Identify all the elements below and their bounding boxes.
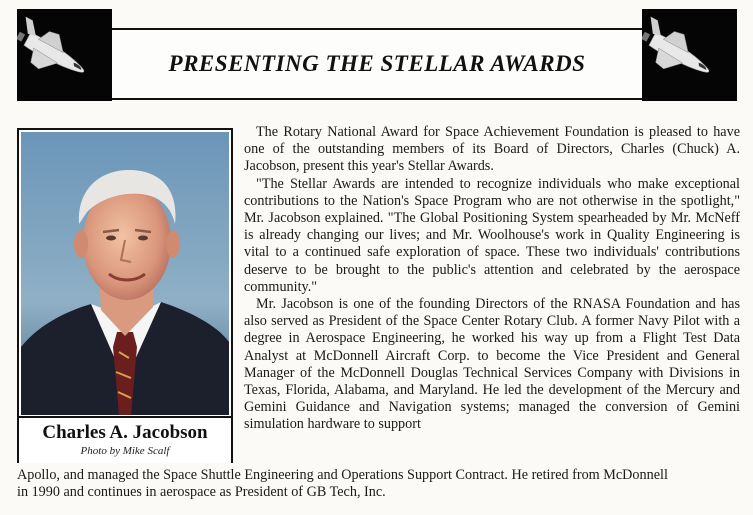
- portrait-frame: [17, 128, 233, 463]
- title-bar: [112, 28, 642, 100]
- article-continuation: [17, 467, 740, 501]
- article-paragraph: The Rotary National Award for Space Achievement Foundation is pleased to have one of the outstanding members of its Board of Directors, Charles (Chuck) A. Jacobson, present this year's Stellar Awards.: [244, 124, 740, 175]
- space-shuttle-icon: [17, 9, 112, 101]
- space-shuttle-icon: [642, 9, 737, 101]
- article-line: in 1990 and continues in aerospace as President of GB Tech, Inc.: [17, 484, 386, 501]
- photo-caption: [19, 416, 231, 463]
- banner: [17, 9, 737, 101]
- article-paragraph: Mr. Jacobson is one of the founding Directors of the RNASA Foundation and has also served as President of the Space Center Rotary Club. A former Navy Pilot with a degree in Aerospace Engineering, he worked his way up from a Flight Test Data Analyst at McDonnell Aircraft Corp. to become the Vice President and General Manager of the McDonnell Douglas Technical Services Company with Divisions in Texas, Florida, Alabama, and Maryland. He led the development of the Mercury and Gemini Guidance and Navigation systems; managed the conversion of Gemini simulation hardware to support: [244, 296, 740, 433]
- article-line: Apollo, and managed the Space Shuttle Engineering and Operations Support Contract. He retired from McDonnell: [17, 467, 668, 483]
- article-body: [244, 124, 740, 434]
- photo-credit: Photo by Mike Scalf: [80, 445, 170, 457]
- portrait-photo: [21, 132, 229, 415]
- article-paragraph: "The Stellar Awards are intended to recognize individuals who make exceptional contributions to the Nation's Space Program who are not otherwise in the spotlight," Mr. Jacobson explained. "The Global Positioning System spearheaded by Mr. McNeff is already changing our lives; and Mr. Woolhouse's work in Quality Engineering is vital to a continued safe exploration of space. These two individuals' contributions deserve to be brought to the public's attention and celebrated by the aerospace community.": [244, 175, 740, 295]
- page-title: PRESENTING THE STELLAR AWARDS: [168, 51, 586, 76]
- portrait-name: Charles A. Jacobson: [42, 422, 208, 443]
